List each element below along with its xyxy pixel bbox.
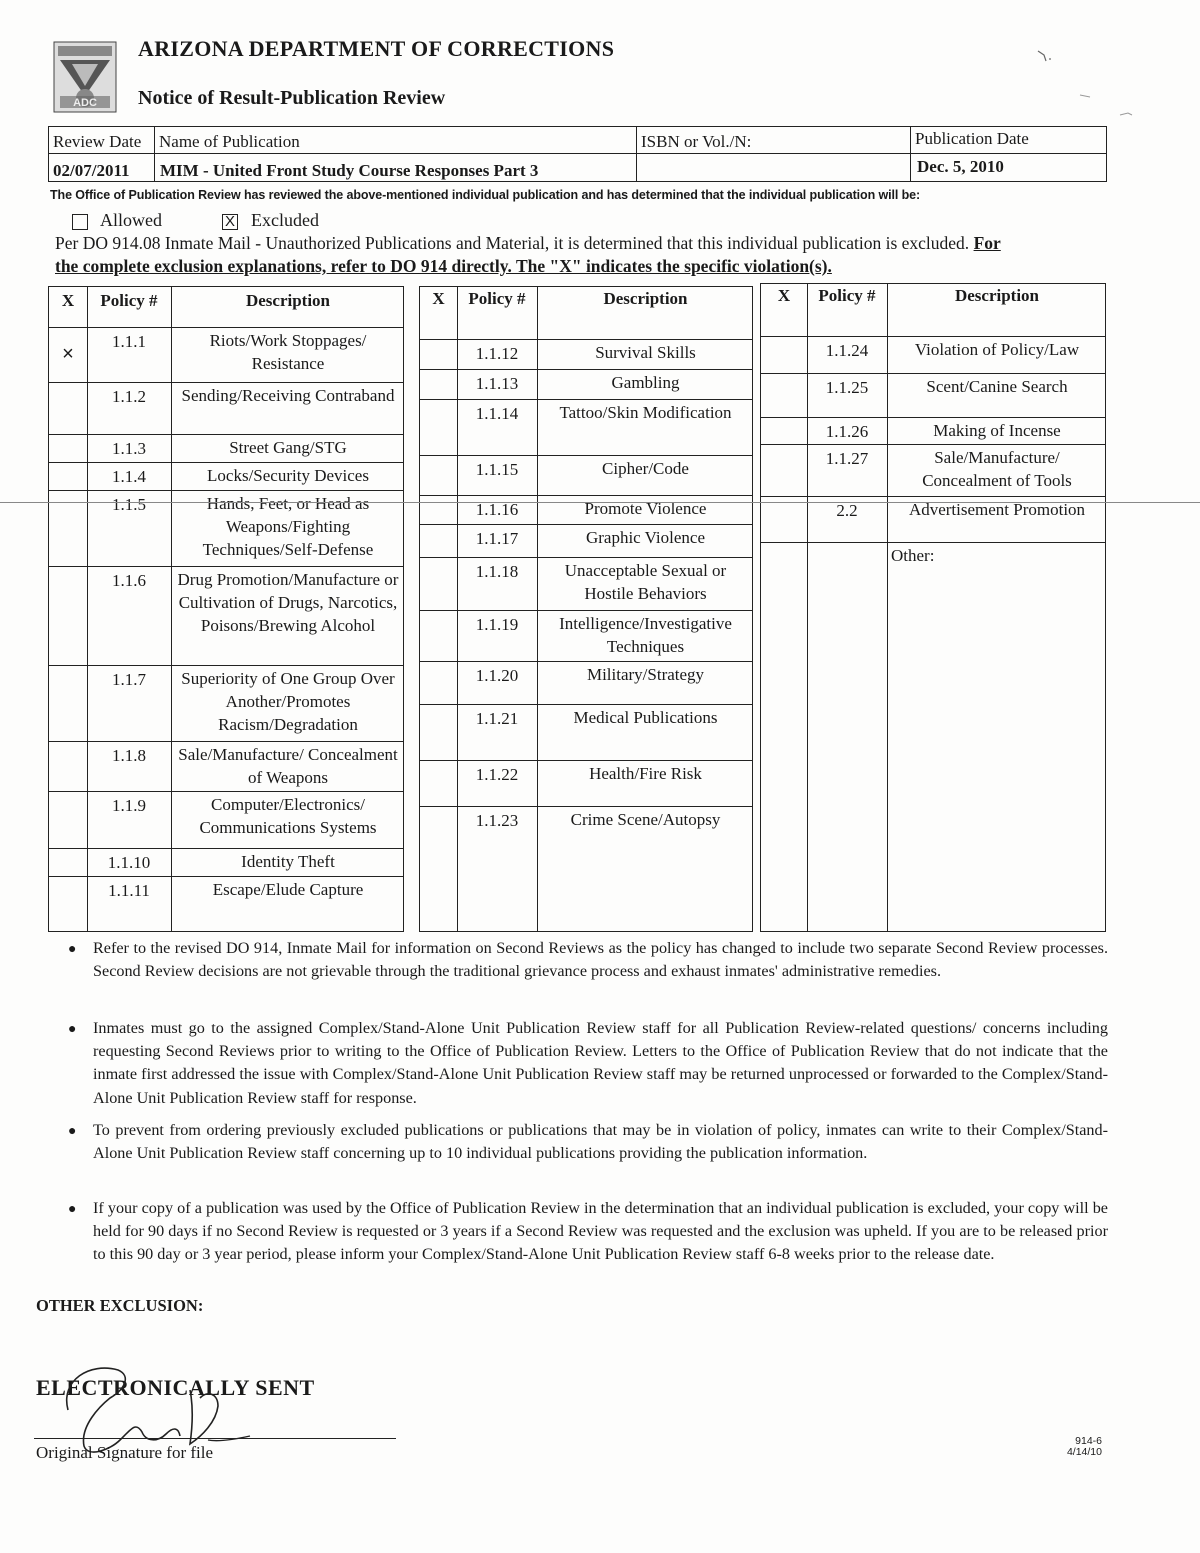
scan-artifact-line: [0, 502, 1200, 503]
policy-table-2: [419, 286, 753, 932]
header-divider: [761, 336, 1105, 337]
policy-description: Sending/Receiving Contraband: [181, 386, 395, 405]
row-divider: [420, 760, 752, 761]
bullet-copy-retention: ● If your copy of a publication was used by the Office of Publication Review in the determination that an individual publication is excluded, your copy will be held for 90 days if no Second Review is requested or 3 years if a Second Review was requested and the exclusion was upheld. If you are to be released prior to this 90 day or 3 year period, please inform your Complex/Stand-Alone Unit Publication Review staff 6-8 weeks prior to the release date.: [68, 1199, 1108, 1264]
header-divider: [49, 327, 403, 328]
policy-description: Riots/Work Stoppages/ Resistance: [209, 331, 367, 373]
policy-description: Scent/Canine Search: [926, 377, 1068, 396]
policy-description: Making of Incense: [933, 421, 1061, 440]
policy-description: Escape/Elude Capture: [212, 880, 364, 899]
policy-number: 1.1.9: [112, 796, 146, 815]
policy-column-header: Policy #: [100, 291, 158, 310]
excluded-checkbox[interactable]: X: [222, 214, 238, 230]
violation-checkmark-1.1.1[interactable]: ×: [62, 342, 74, 365]
bullet-prevent-ordering: ● To prevent from ordering previously excluded publications or publications that may be in violation of policy, inmates can write to their Complex/Stand-Alone Unit Publication Review staff concerning up to 10 individual publications providing the publication information.: [68, 1121, 1108, 1163]
policy-description: Drug Promotion/Manufacture or Cultivation of Drugs, Narcotics, Poisons/Brewing Alcohol: [177, 570, 399, 635]
policy-number: 2.2: [836, 501, 858, 520]
policy-number: 1.1.2: [112, 387, 146, 406]
policy-description: Graphic Violence: [585, 528, 706, 547]
bullet-contact-staff: ● Inmates must go to the assigned Complex/Stand-Alone Unit Publication Review staff for all Publication Review-related questions/ concerns including requesting Second Reviews prior to writing to the Office of Publication Review. Letters to the Office of Publication Review that do not indicate that the inmate first addressed the issue with Complex/Stand-Alone Unit Publication Review staff may be returned unprocessed or forwarded to the Complex/Stand-Alone Unit Publication Review staff for response.: [68, 1019, 1108, 1107]
policy-description: Sale/Manufacture/ Concealment of Weapons: [178, 745, 398, 787]
publication-name-label: Name of Publication: [159, 132, 300, 151]
policy-number: 1.1.21: [475, 709, 519, 728]
allowed-checkbox[interactable]: [72, 214, 88, 230]
publication-name-value: MIM - United Front Study Course Responses Part 3: [160, 161, 539, 180]
policy-description: Computer/Electronics/ Communications Systems: [199, 795, 377, 837]
row-divider: [420, 455, 752, 456]
policy-description: Medical Publications: [573, 708, 718, 727]
description-column-header: Description: [603, 289, 688, 308]
allowed-label: Allowed: [100, 210, 162, 230]
other-exclusion-label: OTHER EXCLUSION:: [36, 1296, 204, 1315]
row-divider: [49, 741, 403, 742]
policy-number: 1.1.26: [825, 422, 869, 441]
agency-name: ARIZONA DEPARTMENT OF CORRECTIONS: [138, 36, 615, 61]
policy-description: Health/Fire Risk: [589, 764, 702, 783]
policy-description: Violation of Policy/Law: [914, 340, 1080, 359]
policy-description: Hands, Feet, or Head as Weapons/Fighting Techniques/Self-Defense: [202, 494, 374, 559]
row-divider: [420, 557, 752, 558]
policy-column-header: Policy #: [468, 289, 526, 308]
policy-number: 1.1.27: [825, 449, 869, 468]
signature-label: Original Signature for file: [36, 1443, 214, 1462]
row-divider: [49, 848, 403, 849]
policy-number: 1.1.20: [475, 666, 519, 685]
policy-number: 1.1.4: [112, 467, 146, 486]
publication-date-value: Dec. 5, 2010: [917, 157, 1004, 176]
review-date-value: 02/07/2011: [53, 161, 130, 180]
policy-description: Sale/Manufacture/ Concealment of Tools: [922, 448, 1072, 490]
row-divider: [420, 661, 752, 662]
policy-description: Superiority of One Group Over Another/Promotes Racism/Degradation: [181, 669, 395, 734]
row-divider: [761, 373, 1105, 374]
exclusion-reference: the complete exclusion explanations, refer to DO 914 directly. The "X" indicates the specific violation(s).: [55, 256, 832, 276]
policy-description: Identity Theft: [241, 852, 335, 871]
row-divider: [49, 382, 403, 383]
description-column-header: Description: [245, 291, 331, 310]
bullet-second-review: ● Refer to the revised DO 914, Inmate Mail for information on Second Reviews as the policy has changed to include two separate Second Review processes. Second Review decisions are not grievable through the traditional grievance process and exhaust inmates' administrative remedies.: [68, 939, 1108, 981]
form-number-value: 914-6: [1075, 1435, 1102, 1447]
review-date-label: Review Date: [53, 132, 142, 151]
other-label: Other:: [891, 546, 935, 565]
excluded-label: Excluded: [251, 210, 319, 230]
row-divider: [761, 444, 1105, 445]
policy-number: 1.1.24: [825, 341, 869, 360]
policy-number: 1.1.7: [112, 670, 146, 689]
publication-date-label: Publication Date: [915, 129, 1029, 148]
header-divider: [420, 339, 752, 340]
policy-description: Cipher/Code: [602, 459, 689, 478]
row-divider: [49, 566, 403, 567]
policy-description: Crime Scene/Autopsy: [570, 810, 721, 829]
policy-number: 1.1.17: [475, 529, 519, 548]
policy-number: 1.1.23: [475, 811, 519, 830]
policy-number: 1.1.12: [475, 344, 519, 363]
row-divider: [420, 495, 752, 496]
row-divider: [49, 462, 403, 463]
policy-number: 1.1.3: [112, 439, 146, 458]
row-divider: [49, 665, 403, 666]
policy-number: 1.1.10: [107, 853, 151, 872]
policy-number: 1.1.5: [112, 495, 146, 514]
policy-description: Military/Strategy: [586, 665, 705, 684]
row-divider: [420, 704, 752, 705]
form-title: Notice of Result-Publication Review: [138, 87, 446, 109]
isbn-label: ISBN or Vol./N:: [641, 132, 752, 151]
row-divider: [49, 876, 403, 877]
policy-description: Gambling: [611, 373, 680, 392]
signature-line: [34, 1438, 396, 1439]
policy-description: Unacceptable Sexual or Hostile Behaviors: [564, 561, 727, 603]
policy-number: 1.1.14: [475, 404, 519, 423]
row-divider: [49, 791, 403, 792]
policy-number: 1.1.11: [108, 881, 150, 900]
row-divider: [420, 369, 752, 370]
adc-seal-logo: [52, 40, 118, 114]
policy-table-3: [760, 283, 1106, 932]
policy-number: 1.1.6: [112, 571, 146, 590]
policy-number: 1.1.1: [112, 332, 146, 351]
description-column-header: Description: [954, 286, 1040, 305]
policy-table-1: [48, 286, 404, 932]
policy-number: 1.1.19: [475, 615, 519, 634]
policy-statement: Per DO 914.08 Inmate Mail - Unauthorized Publications and Material, it is determined that this individual publication is excluded. For: [55, 233, 1001, 253]
policy-number: 1.1.25: [825, 378, 869, 397]
policy-number: 1.1.8: [112, 746, 146, 765]
policy-number: 1.1.16: [475, 500, 519, 519]
x-column-header: X: [777, 286, 791, 305]
policy-description: Locks/Security Devices: [207, 466, 369, 485]
review-statement: The Office of Publication Review has reviewed the above-mentioned individual publication and has determined that the individual publication will be:: [50, 188, 921, 202]
form-number: [1062, 1436, 1102, 1458]
policy-number: 1.1.22: [475, 765, 519, 784]
policy-number: 1.1.13: [475, 374, 519, 393]
policy-description: Survival Skills: [595, 343, 696, 362]
policy-description: Advertisement Promotion: [908, 500, 1086, 519]
policy-description: Street Gang/STG: [229, 438, 347, 457]
form-revision-date: 4/14/10: [1066, 1446, 1102, 1458]
svg-text:ADC: ADC: [73, 97, 97, 109]
row-divider: [761, 417, 1105, 418]
policy-description: Tattoo/Skin Modification: [559, 403, 732, 422]
publication-info-table: [48, 126, 1107, 182]
row-divider: [420, 524, 752, 525]
row-divider: [420, 806, 752, 807]
row-divider: [420, 399, 752, 400]
policy-description: Promote Violence: [584, 499, 707, 518]
policy-description: Intelligence/Investigative Techniques: [559, 614, 732, 656]
row-divider: [420, 610, 752, 611]
policy-column-header: Policy #: [818, 286, 876, 305]
policy-number: 1.1.15: [475, 460, 519, 479]
policy-number: 1.1.18: [475, 562, 519, 581]
row-divider: [761, 496, 1105, 497]
row-divider: [49, 434, 403, 435]
row-divider: [49, 490, 403, 491]
x-column-header: X: [432, 289, 445, 308]
electronically-sent-stamp: ELECTRONICALLY SENT: [36, 1375, 315, 1400]
scan-specks: [1030, 45, 1150, 125]
x-column-header: X: [61, 291, 75, 310]
